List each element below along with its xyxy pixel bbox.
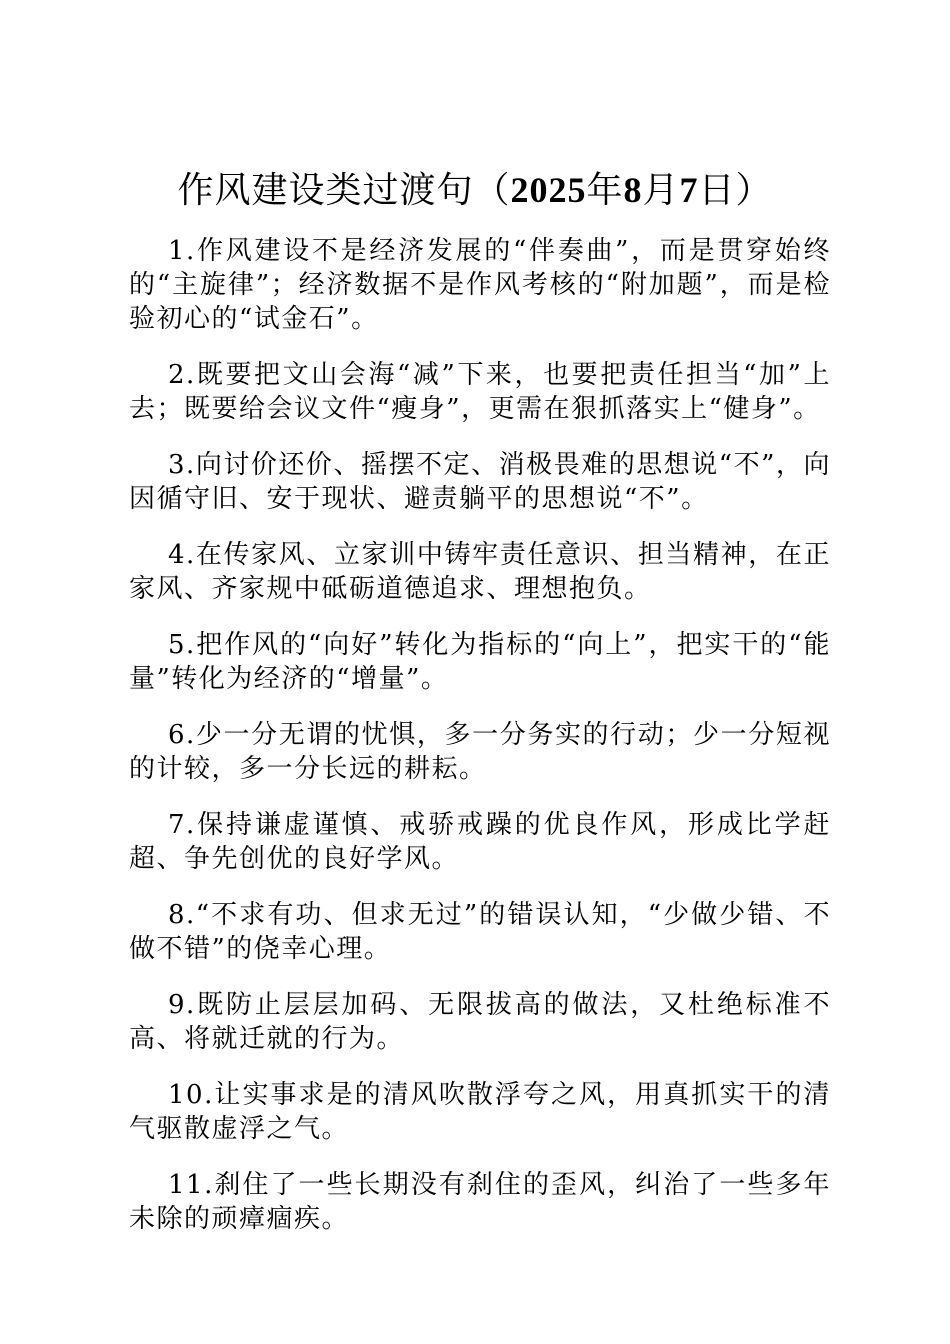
document-body: [129, 234, 831, 1258]
paragraph-11: 11.刹住了一些长期没有刹住的歪风，纠治了一些多年未除的顽瘴痼疾。: [129, 1170, 831, 1234]
paragraph-4: 4.在传家风、立家训中铸牢责任意识、担当精神，在正家风、齐家规中砥砺道德追求、理想抱负。: [129, 540, 831, 604]
paragraph-7: 7.保持谦虚谨慎、戒骄戒躁的优良作风，形成比学赶超、争先创优的良好学风。: [129, 810, 831, 874]
document-title: [0, 168, 950, 212]
title-prefix: 作风建设类过渡句（: [177, 170, 511, 210]
paragraph-2: 2.既要把文山会海“减”下来，也要把责任担当“加”上去；既要给会议文件“瘦身”，更需在狠抓落实上“健身”。: [129, 360, 831, 424]
title-day: 7: [679, 170, 699, 210]
paragraph-9: 9.既防止层层加码、无限拔高的做法，又杜绝标准不高、将就迁就的行为。: [129, 990, 831, 1054]
paragraph-3: 3.向讨价还价、摇摆不定、消极畏难的思想说“不”，向因循守旧、安于现状、避责躺平的思想说“不”。: [129, 450, 831, 514]
paragraph-10: 10.让实事求是的清风吹散浮夸之风，用真抓实干的清气驱散虚浮之气。: [129, 1080, 831, 1144]
title-month-unit: 月: [642, 170, 680, 210]
paragraph-8: 8.“不求有功、但求无过”的错误认知，“少做少错、不做不错”的侥幸心理。: [129, 900, 831, 964]
title-year-unit: 年: [586, 170, 624, 210]
paragraph-5: 5.把作风的“向好”转化为指标的“向上”，把实干的“能量”转化为经济的“增量”。: [129, 630, 831, 694]
title-month: 8: [623, 170, 643, 210]
paragraph-1: 1.作风建设不是经济发展的“伴奏曲”，而是贯穿始终的“主旋律”；经济数据不是作风考核的“附加题”，而是检验初心的“试金石”。: [129, 236, 831, 334]
title-day-unit: 日）: [698, 170, 773, 210]
paragraph-6: 6.少一分无谓的忧惧，多一分务实的行动；少一分短视的计较，多一分长远的耕耘。: [129, 720, 831, 784]
title-year: 2025: [510, 170, 587, 210]
